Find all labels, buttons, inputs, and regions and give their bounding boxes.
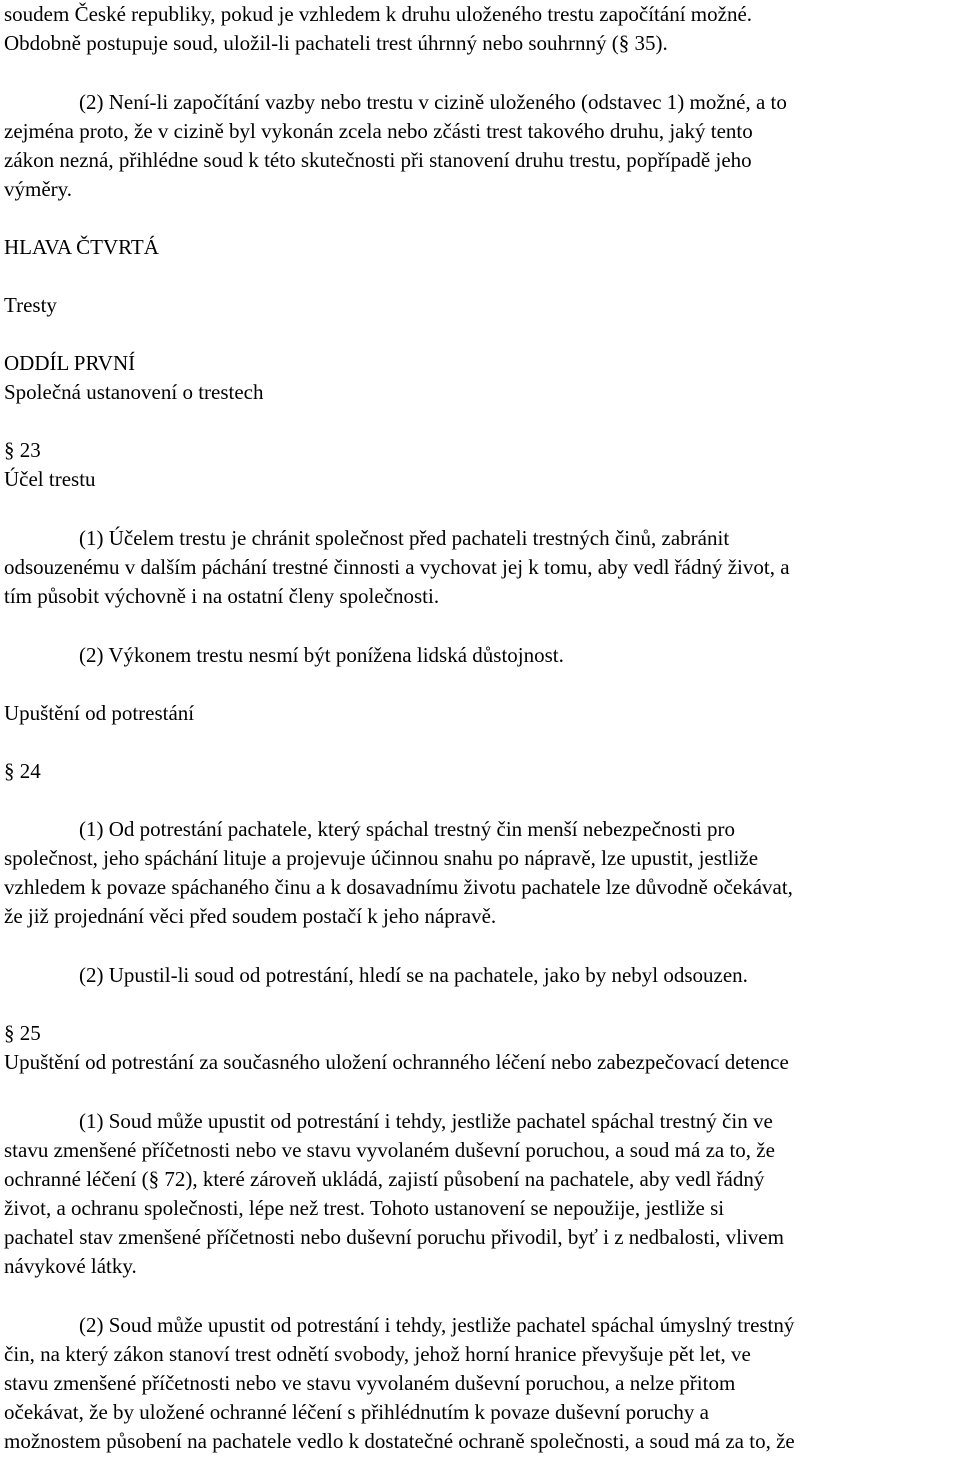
text-line: zejména proto, že v cizině byl vykonán zcela nebo zčásti trest takového druhu, jaký tento xyxy=(4,119,753,143)
section-title: Účel trestu xyxy=(4,467,96,491)
text-line: stavu zmenšené příčetnosti nebo ve stavu vyvolaném duševní poruchou, a nelze přitom xyxy=(4,1371,736,1395)
section-number: § 24 xyxy=(4,759,41,783)
text-line: (2) Soud může upustit od potrestání i tehdy, jestliže pachatel spáchal úmyslný trestný xyxy=(79,1313,795,1337)
part-title: ODDÍL PRVNÍ xyxy=(4,351,136,375)
section-heading: Upuštění od potrestání xyxy=(4,701,195,725)
text-line: že již projednání věci před soudem postačí k jeho nápravě. xyxy=(4,904,497,928)
text-line: (1) Soud může upustit od potrestání i tehdy, jestliže pachatel spáchal trestný čin ve xyxy=(79,1109,773,1133)
text-line: výměry. xyxy=(4,177,73,201)
text-line: společnost, jeho spáchání lituje a projevuje účinnou snahu po nápravě, lze upustit, jestliže xyxy=(4,846,759,870)
text-line: odsouzenému v dalším páchání trestné činnosti a vychovat jej k tomu, aby vedl řádný život, a xyxy=(4,555,790,579)
text-line: život, a ochranu společnosti, lépe než trest. Tohoto ustanovení se nepoužije, jestliže si xyxy=(4,1196,725,1220)
text-line: očekávat, že by uložené ochranné léčení s přihlédnutím k povaze duševní poruchy a xyxy=(4,1400,709,1424)
text-line: (2) Není-li započítání vazby nebo trestu v cizině uloženého (odstavec 1) možné, a to xyxy=(79,90,787,114)
text-line: tím působit výchovně i na ostatní členy společnosti. xyxy=(4,584,440,608)
text-line: soudem České republiky, pokud je vzhledem k druhu uloženého trestu započítání možné. xyxy=(4,2,753,26)
text-line: stavu zmenšené příčetnosti nebo ve stavu vyvolaném duševní poruchou, a soud má za to, že xyxy=(4,1138,775,1162)
section-title: Upuštění od potrestání za současného uložení ochranného léčení nebo zabezpečovací detence xyxy=(4,1050,789,1074)
head-title: HLAVA ČTVRTÁ xyxy=(4,235,159,259)
text-line: pachatel stav zmenšené příčetnosti nebo duševní poruchu přivodil, byť i z nedbalosti, vlivem xyxy=(4,1225,784,1249)
text-line: ochranné léčení (§ 72), které zároveň ukládá, zajistí působení na pachatele, aby vedl řádný xyxy=(4,1167,765,1191)
head-subtitle: Tresty xyxy=(4,293,57,317)
text-line: zákon nezná, přihlédne soud k této skutečnosti při stanovení druhu trestu, popřípadě jeho xyxy=(4,148,752,172)
text-line: návykové látky. xyxy=(4,1254,137,1278)
text-line: (1) Od potrestání pachatele, který spáchal trestný čin menší nebezpečnosti pro xyxy=(79,817,736,841)
text-line: možnostem působení na pachatele vedlo k dostatečné ochraně společnosti, a soud má za to, že xyxy=(4,1429,795,1453)
section-number: § 25 xyxy=(4,1021,41,1045)
section-number: § 23 xyxy=(4,438,41,462)
text-line: (2) Výkonem trestu nesmí být ponížena lidská důstojnost. xyxy=(79,643,564,667)
text-line: (2) Upustil-li soud od potrestání, hledí se na pachatele, jako by nebyl odsouzen. xyxy=(79,963,748,987)
part-subtitle: Společná ustanovení o trestech xyxy=(4,380,264,404)
text-line: vzhledem k povaze spáchaného činu a k dosavadnímu životu pachatele lze důvodně očekávat, xyxy=(4,875,793,899)
text-line: Obdobně postupuje soud, uložil-li pachateli trest úhrnný nebo souhrnný (§ 35). xyxy=(4,31,668,55)
text-line: (1) Účelem trestu je chránit společnost před pachateli trestných činů, zabránit xyxy=(79,526,730,550)
text-line: čin, na který zákon stanoví trest odnětí svobody, jehož horní hranice převyšuje pět let, ve xyxy=(4,1342,751,1366)
